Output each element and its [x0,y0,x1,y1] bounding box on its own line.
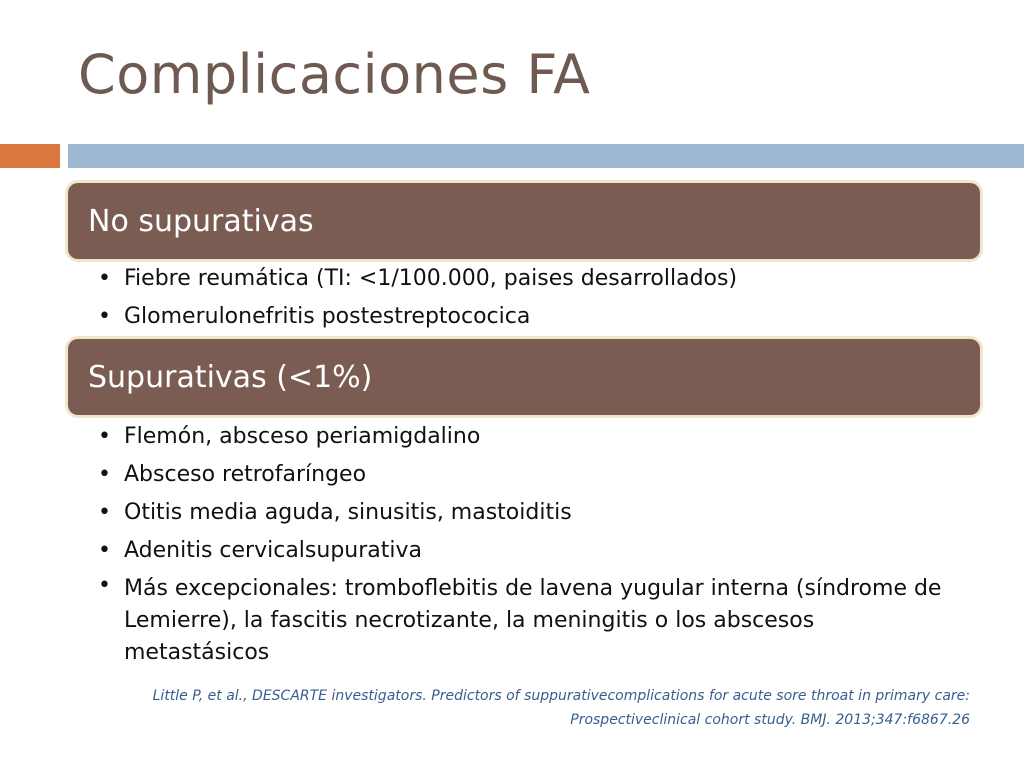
list-item [98,494,958,532]
bullet-icon: • [98,266,111,291]
citation-line-1: Little P, et al., DESCARTE investigators. Predictors of suppurativecomplications for acute sore throat in primary care: [152,688,970,704]
section-header-supurativas: Supurativas (<1%) [68,339,980,415]
list-item [98,260,958,298]
bullet-icon: • [98,424,111,449]
bullet-icon: • [98,573,111,598]
bullet-list-no-supurativas [98,260,958,336]
list-item-text: Más excepcionales: tromboflebitis de lavena yugular interna (síndrome de Lemierre), la fascitis necrotizante, la meningitis o los abscesos metastásicos [124,576,942,665]
accent-bar-orange [0,144,60,168]
list-item-text: Fiebre reumática (TI: <1/100.000, paises desarrollados) [124,266,738,291]
bullet-icon: • [98,538,111,563]
list-item [98,456,958,494]
bullet-list-supurativas [98,418,958,669]
list-item [98,570,958,669]
accent-bar-blue [68,144,1024,168]
list-item-text: Absceso retrofaríngeo [124,462,367,487]
slide-title: Complicaciones FA [78,43,591,106]
list-item [98,532,958,570]
list-item [98,298,958,336]
bullet-icon: • [98,304,111,329]
bullet-icon: • [98,500,111,525]
citation-line-2: Prospectiveclinical cohort study. BMJ. 2013;347:f6867.26 [570,712,970,728]
list-item [98,418,958,456]
list-item-text: Glomerulonefritis postestreptococica [124,304,531,329]
section-header-no-supurativas: No supurativas [68,183,980,259]
list-item-text: Flemón, absceso periamigdalino [124,424,481,449]
bullet-icon: • [98,462,111,487]
list-item-text: Adenitis cervicalsupurativa [124,538,422,563]
list-item-text: Otitis media aguda, sinusitis, mastoiditis [124,500,572,525]
citation [70,684,970,732]
